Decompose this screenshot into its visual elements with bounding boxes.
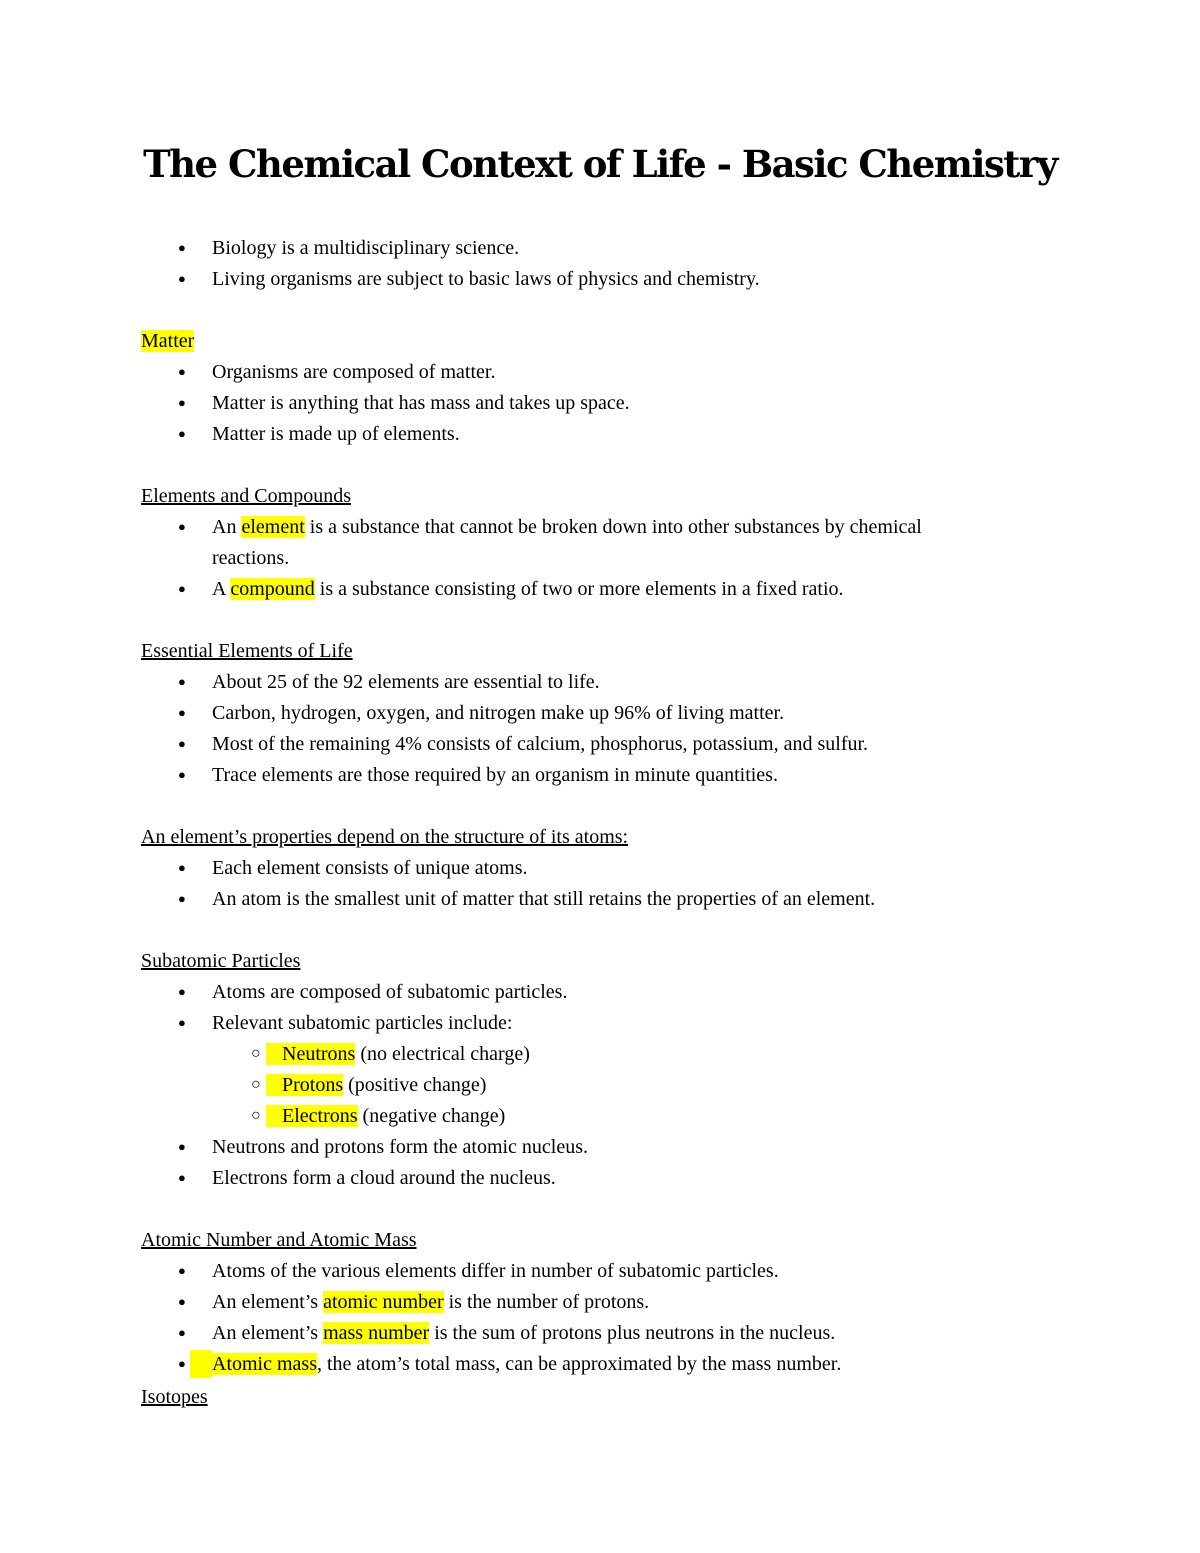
list-item-continuation: reactions.: [212, 547, 290, 569]
bullet-icon: ●: [178, 364, 186, 379]
section-heading-isotopes: Isotopes: [141, 1386, 208, 1408]
highlighted-term: mass number: [323, 1322, 430, 1344]
sub-list-item: Neutrons (no electrical charge): [266, 1040, 530, 1068]
highlight-lead: [190, 1350, 212, 1378]
list-item: An element is a substance that cannot be broken down into other substances by chemical: [212, 516, 922, 538]
list-item: Electrons form a cloud around the nucleus.: [212, 1167, 556, 1189]
sub-bullet-icon: ○: [251, 1107, 261, 1124]
sub-bullet-icon: ○: [251, 1045, 261, 1062]
bullet-icon: ●: [178, 891, 186, 906]
bullet-icon: ●: [178, 984, 186, 999]
section-heading-atomic-number-mass: Atomic Number and Atomic Mass: [141, 1229, 417, 1251]
bullet-icon: ●: [178, 1325, 186, 1340]
list-item: Each element consists of unique atoms.: [212, 857, 528, 879]
sub-list-item: Electrons (negative change): [266, 1102, 505, 1130]
bullet-icon: ●: [178, 581, 186, 596]
highlighted-term: compound: [230, 578, 315, 600]
bullet-icon: ●: [178, 1139, 186, 1154]
highlighted-term: Protons: [266, 1074, 343, 1096]
bullet-icon: ●: [178, 736, 186, 751]
bullet-icon: ●: [178, 240, 186, 255]
list-item: Atoms are composed of subatomic particles.: [212, 981, 568, 1003]
bullet-icon: ●: [178, 1263, 186, 1278]
list-item: An element’s atomic number is the number of protons.: [212, 1291, 650, 1313]
list-item: Organisms are composed of matter.: [212, 361, 496, 383]
highlighted-term: Neutrons: [266, 1043, 355, 1065]
bullet-icon: ●: [178, 674, 186, 689]
highlighted-term: atomic number: [323, 1291, 444, 1313]
bullet-icon: ●: [178, 1294, 186, 1309]
sub-list-item: Protons (positive change): [266, 1071, 486, 1099]
bullet-icon: ●: [178, 1015, 186, 1030]
bullet-icon: ●: [178, 271, 186, 286]
bullet-icon: ●: [178, 860, 186, 875]
bullet-icon: ●: [178, 426, 186, 441]
list-item: Living organisms are subject to basic laws of physics and chemistry.: [212, 268, 760, 290]
bullet-icon: ●: [178, 519, 186, 534]
list-item: A compound is a substance consisting of two or more elements in a fixed ratio.: [212, 578, 844, 600]
section-heading-subatomic-particles: Subatomic Particles: [141, 950, 301, 972]
list-item: About 25 of the 92 elements are essential to life.: [212, 671, 600, 693]
list-item: Atomic mass, the atom’s total mass, can be approximated by the mass number.: [212, 1353, 842, 1375]
highlighted-term: element: [241, 516, 305, 538]
list-item: An atom is the smallest unit of matter that still retains the properties of an element.: [212, 888, 876, 910]
section-heading-elements-compounds: Elements and Compounds: [141, 485, 351, 507]
section-heading-essential-elements: Essential Elements of Life: [141, 640, 353, 662]
list-item: Trace elements are those required by an organism in minute quantities.: [212, 764, 778, 786]
list-item: Neutrons and protons form the atomic nucleus.: [212, 1136, 589, 1158]
list-item: Atoms of the various elements differ in number of subatomic particles.: [212, 1260, 779, 1282]
highlighted-term: Atomic mass: [212, 1353, 317, 1375]
bullet-icon: ●: [178, 705, 186, 720]
list-item: Relevant subatomic particles include:: [212, 1012, 513, 1034]
bullet-icon: ●: [178, 767, 186, 782]
list-item: Most of the remaining 4% consists of calcium, phosphorus, potassium, and sulfur.: [212, 733, 869, 755]
page-title: The Chemical Context of Life - Basic Chemistry: [143, 142, 1057, 186]
sub-bullet-icon: ○: [251, 1076, 261, 1093]
list-item: Biology is a multidisciplinary science.: [212, 237, 520, 259]
bullet-icon: ●: [178, 395, 186, 410]
list-item: Matter is made up of elements.: [212, 423, 460, 445]
list-item: Carbon, hydrogen, oxygen, and nitrogen make up 96% of living matter.: [212, 702, 785, 724]
bullet-icon: ●: [178, 1356, 186, 1371]
bullet-icon: ●: [178, 1170, 186, 1185]
section-heading-matter: Matter: [141, 330, 195, 352]
list-item: Matter is anything that has mass and takes up space.: [212, 392, 630, 414]
section-heading-atom-structure: An element’s properties depend on the structure of its atoms:: [141, 826, 629, 848]
list-item: An element’s mass number is the sum of protons plus neutrons in the nucleus.: [212, 1322, 836, 1344]
highlighted-term: Electrons: [266, 1105, 358, 1127]
